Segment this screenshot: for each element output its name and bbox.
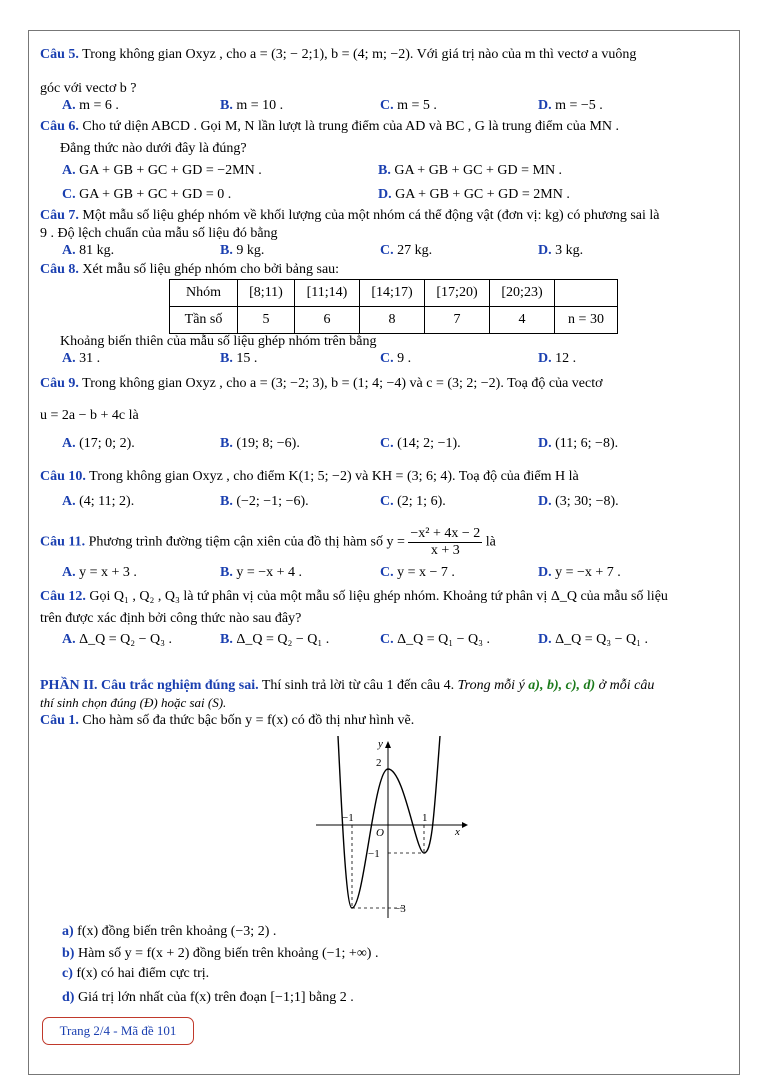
tick-x-1: 1 xyxy=(422,812,428,824)
q12-option-c: C. Δ_Q = Q₁ − Q₃ . xyxy=(380,632,491,647)
fraction: $\frac{\text{−x² + 4x − 2}}{x + 3}$ xyxy=(410,526,481,558)
question-11: Câu 11. Phương trình đường tiệm cận xiên của đồ thị hàm số y = $\frac{\text{−x² + 4x − 2}}{x + 3}$ là xyxy=(40,526,496,558)
q5-option-b: B. m = 10 . xyxy=(220,98,284,113)
q10-option-b: B. (−2; −1; −6). xyxy=(220,494,309,509)
q12-text-2: trên được xác định bởi công thức nào sau đây? xyxy=(40,611,302,626)
q5-text: Trong không gian Oxyz , cho a = (3; − 2;1), b = (4; m; −2). Với giá trị nào của m thì vectơ a vuông xyxy=(78,47,637,62)
q11-option-d: D. y = −x + 7 . xyxy=(538,565,621,580)
q9-option-a: A. (17; 0; 2). xyxy=(62,436,135,451)
table-row: Tần số 5 6 8 7 4 n = 30 xyxy=(170,307,618,334)
q7-text-2: 9 . Độ lệch chuẩn của mẫu số liệu đó bằng xyxy=(40,226,278,241)
tick-2: 2 xyxy=(376,757,382,769)
q6-option-d: D. GA + GB + GC + GD = 2MN . xyxy=(378,187,570,202)
q12-option-a: A. Δ_Q = Q₂ − Q₃ . xyxy=(62,632,173,647)
q10-option-a: A. (4; 11; 2). xyxy=(62,494,135,509)
q5-option-a: A. m = 6 . xyxy=(62,98,119,113)
statement-c: c) f(x) có hai điểm cực trị. xyxy=(62,966,210,981)
statement-d: d) Giá trị lớn nhất của f(x) trên đoạn [−1;1] bằng 2 . xyxy=(62,990,354,1005)
q12-option-b: B. Δ_Q = Q₂ − Q₁ . xyxy=(220,632,330,647)
origin-label: O xyxy=(376,827,384,839)
part2-question-1: Câu 1. Cho hàm số đa thức bậc bốn y = f(x) có đồ thị như hình vẽ. xyxy=(40,713,415,728)
q5-text-2: góc với vectơ b ? xyxy=(40,81,137,96)
q7-option-c: C. 27 kg. xyxy=(380,243,433,258)
q6-text-2: Đẳng thức nào dưới đây là đúng? xyxy=(60,141,247,156)
q8-option-b: B. 15 . xyxy=(220,351,258,366)
y-label: y xyxy=(378,738,383,750)
page-footer: Trang 2/4 - Mã đề 101 xyxy=(42,1017,194,1045)
x-label: x xyxy=(455,826,460,838)
part-2-line-2: thí sinh chọn đúng (Đ) hoặc sai (S). xyxy=(40,695,227,710)
q9-option-d: D. (11; 6; −8). xyxy=(538,436,619,451)
q6-option-c: C. GA + GB + GC + GD = 0 . xyxy=(62,187,232,202)
tick-x-minus1: −1 xyxy=(342,812,354,824)
q9-text-2: u = 2a − b + 4c là xyxy=(40,408,139,423)
statement-b: b) Hàm số y = f(x + 2) đồng biến trên khoảng (−1; +∞) . xyxy=(62,946,379,961)
q9-option-b: B. (19; 8; −6). xyxy=(220,436,300,451)
part-2-heading: PHẦN II. Câu trắc nghiệm đúng sai. Thí sinh trả lời từ câu 1 đến câu 4. Trong mỗi ý a), b), c), d) ở mỗi câu xyxy=(40,678,655,693)
statement-a: a) f(x) đồng biến trên khoảng (−3; 2) . xyxy=(62,924,277,939)
question-8: Câu 8. Xét mẫu số liệu ghép nhóm cho bởi bảng sau: xyxy=(40,262,340,277)
frequency-table xyxy=(169,279,618,334)
q10-option-c: C. (2; 1; 6). xyxy=(380,494,446,509)
question-9: Câu 9. Trong không gian Oxyz , cho a = (3; −2; 3), b = (1; 4; −4) và c = (3; 2; −2). Toạ độ của vectơ xyxy=(40,376,603,391)
question-7: Câu 7. Một mẫu số liệu ghép nhóm về khối lượng của một nhóm cá thể động vật (đơn vị: kg) có phương sai là xyxy=(40,208,660,223)
q11-option-c: C. y = x − 7 . xyxy=(380,565,455,580)
q7-option-d: D. 3 kg. xyxy=(538,243,584,258)
question-5 xyxy=(40,46,730,64)
q7-option-b: B. 9 kg. xyxy=(220,243,265,258)
x-axis-arrow xyxy=(462,822,468,828)
q5-option-c: C. m = 5 . xyxy=(380,98,437,113)
q8-option-d: D. 12 . xyxy=(538,351,577,366)
q10-option-d: D. (3; 30; −8). xyxy=(538,494,619,509)
q7-option-a: A. 81 kg. xyxy=(62,243,115,258)
tick-y-minus1: −1 xyxy=(368,848,380,860)
function-graph xyxy=(312,736,472,926)
q8-option-a: A. 31 . xyxy=(62,351,101,366)
q9-option-c: C. (14; 2; −1). xyxy=(380,436,461,451)
q6-option-a: A. GA + GB + GC + GD = −2MN . xyxy=(62,163,262,178)
q5-option-d: D. m = −5 . xyxy=(538,98,603,113)
q12-option-d: D. Δ_Q = Q₃ − Q₁ . xyxy=(538,632,649,647)
q8-option-c: C. 9 . xyxy=(380,351,412,366)
q6-option-b: B. GA + GB + GC + GD = MN . xyxy=(378,163,563,178)
q11-option-a: A. y = x + 3 . xyxy=(62,565,137,580)
tick-y-minus3: −3 xyxy=(394,903,406,915)
question-6: Câu 6. Cho tứ diện ABCD . Gọi M, N lần lượt là trung điểm của AD và BC , G là trung điểm của MN . xyxy=(40,119,620,134)
q8-text-2: Khoảng biến thiên của mẫu số liệu ghép nhóm trên bằng xyxy=(60,334,377,349)
question-10: Câu 10. Trong không gian Oxyz , cho điểm K(1; 5; −2) và KH = (3; 6; 4). Toạ độ của điểm H là xyxy=(40,469,579,484)
table-row: Nhóm [8;11) [11;14) [14;17) [17;20) [20;23) xyxy=(170,280,618,307)
q11-option-b: B. y = −x + 4 . xyxy=(220,565,303,580)
question-12: Câu 12. Gọi Q₁ , Q₂ , Q₃ là tứ phân vị của một mẫu số liệu ghép nhóm. Khoảng tứ phân vị Δ_Q của mẫu số liệu xyxy=(40,589,668,604)
q5-label: Câu 5. xyxy=(40,47,79,62)
y-axis-arrow xyxy=(385,741,391,748)
